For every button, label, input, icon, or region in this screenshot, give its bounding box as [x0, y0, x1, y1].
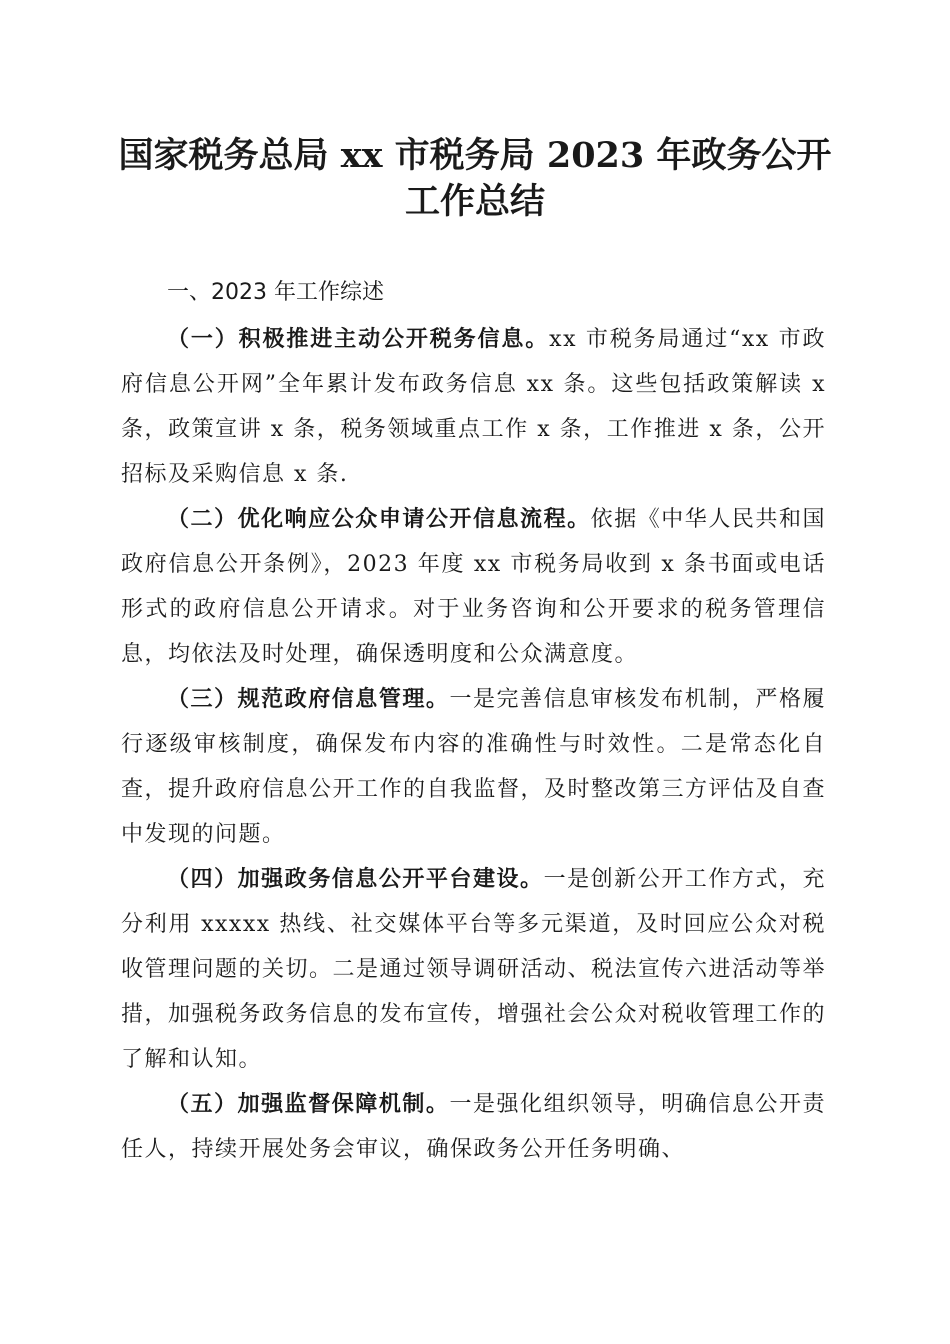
paragraph-5 — [121, 1082, 826, 1172]
document-body — [121, 277, 826, 1172]
paragraph-lead: （三）规范政府信息管理。 — [167, 686, 450, 712]
paragraph-2 — [121, 497, 826, 677]
paragraph-1 — [121, 317, 826, 497]
section-heading: 一、2023 年工作综述 — [167, 280, 384, 305]
paragraph-text: 一是强化组织领导，明确信息公开责任人，持续开展处务会审议，确保政务公开任务明确、 — [121, 1092, 826, 1162]
paragraph-text: xx 市税务局通过“xx 市政府信息公开网”全年累计发布政务信息 xx 条。这些包括政策解读 x 条，政策宣讲 x 条，税务领域重点工作 x 条，工作推进 x 条，公开招标及采购信息 x 条. — [121, 327, 826, 487]
document-title: 国家税务总局 xx 市税务局 2023 年政务公开工作总结 — [118, 135, 832, 222]
paragraph-3 — [121, 677, 826, 857]
paragraph-text: 依据《中华人民共和国政府信息公开条例》，2023 年度 xx 市税务局收到 x 条书面或电话形式的政府信息公开请求。对于业务咨询和公开要求的税务管理信息，均依法及时处理，确保透明度和公众满意度。 — [121, 507, 826, 667]
paragraph-text: 一是完善信息审核发布机制，严格履行逐级审核制度，确保发布内容的准确性与时效性。二是常态化自查，提升政府信息公开工作的自我监督，及时整改第三方评估及自查中发现的问题。 — [121, 687, 827, 847]
paragraph-lead: （四）加强政务信息公开平台建设。 — [167, 866, 544, 892]
paragraph-4 — [121, 857, 826, 1082]
paragraph-lead: （五）加强监督保障机制。 — [167, 1091, 450, 1117]
paragraph-lead: （一）积极推进主动公开税务信息。 — [167, 326, 550, 352]
paragraph-text: 一是创新公开工作方式，充分利用 xxxxx 热线、社交媒体平台等多元渠道，及时回应公众对税收管理问题的关切。二是通过领导调研活动、税法宣传六进活动等举措，加强税务政务信息的发布宣传，增强社会公众对税收管理工作的了解和认知。 — [121, 867, 827, 1072]
paragraph-lead: （二）优化响应公众申请公开信息流程。 — [167, 506, 591, 532]
